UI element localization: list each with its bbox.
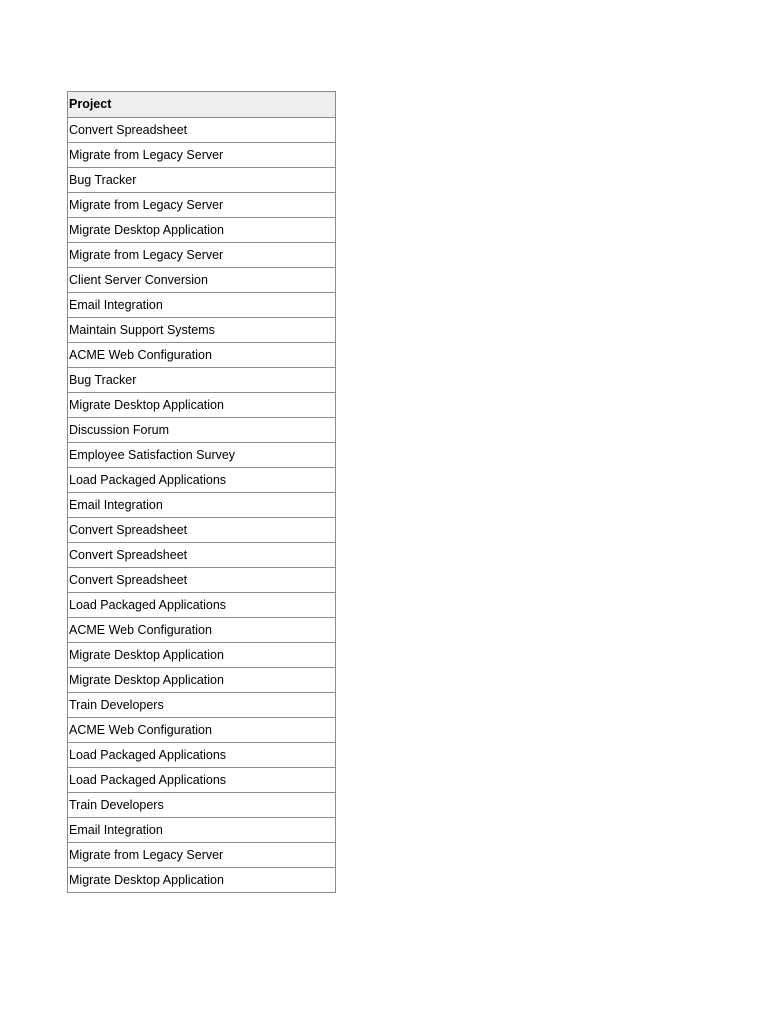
table-row [68, 493, 336, 518]
table-row [68, 693, 336, 718]
header-row [68, 92, 336, 118]
project-cell[interactable]: Load Packaged Applications [68, 743, 336, 768]
project-cell[interactable]: Discussion Forum [68, 418, 336, 443]
project-cell[interactable]: Migrate Desktop Application [68, 643, 336, 668]
project-cell[interactable]: Employee Satisfaction Survey [68, 443, 336, 468]
table-row [68, 593, 336, 618]
table-row [68, 268, 336, 293]
project-cell[interactable]: Load Packaged Applications [68, 593, 336, 618]
table-row [68, 768, 336, 793]
table-row [68, 743, 336, 768]
project-cell[interactable]: Migrate Desktop Application [68, 668, 336, 693]
project-cell[interactable]: ACME Web Configuration [68, 343, 336, 368]
table-row [68, 468, 336, 493]
project-cell[interactable]: Convert Spreadsheet [68, 118, 336, 143]
project-cell[interactable]: Convert Spreadsheet [68, 518, 336, 543]
project-cell[interactable]: Email Integration [68, 293, 336, 318]
table-row [68, 293, 336, 318]
project-cell[interactable]: Bug Tracker [68, 368, 336, 393]
table-row [68, 243, 336, 268]
project-cell[interactable]: Load Packaged Applications [68, 468, 336, 493]
table-row [68, 618, 336, 643]
table-row [68, 718, 336, 743]
project-cell[interactable]: Maintain Support Systems [68, 318, 336, 343]
table-row [68, 193, 336, 218]
project-cell[interactable]: Email Integration [68, 818, 336, 843]
project-cell[interactable]: Migrate from Legacy Server [68, 143, 336, 168]
table-row [68, 368, 336, 393]
project-cell[interactable]: Convert Spreadsheet [68, 568, 336, 593]
project-cell[interactable]: Migrate from Legacy Server [68, 243, 336, 268]
table-row [68, 793, 336, 818]
column-header-project: Project [68, 92, 336, 118]
table-row [68, 143, 336, 168]
table-row [68, 168, 336, 193]
table-row [68, 668, 336, 693]
table-body [68, 118, 336, 893]
table-row [68, 418, 336, 443]
project-cell[interactable]: Migrate Desktop Application [68, 393, 336, 418]
project-cell[interactable]: Train Developers [68, 793, 336, 818]
project-cell[interactable]: Migrate Desktop Application [68, 218, 336, 243]
table-row [68, 218, 336, 243]
table-row [68, 393, 336, 418]
project-cell[interactable]: Email Integration [68, 493, 336, 518]
project-cell[interactable]: Client Server Conversion [68, 268, 336, 293]
table-row [68, 518, 336, 543]
project-cell[interactable]: Train Developers [68, 693, 336, 718]
project-cell[interactable]: ACME Web Configuration [68, 618, 336, 643]
project-cell[interactable]: Migrate from Legacy Server [68, 193, 336, 218]
project-cell[interactable]: Migrate Desktop Application [68, 868, 336, 893]
table-row [68, 568, 336, 593]
project-cell[interactable]: Load Packaged Applications [68, 768, 336, 793]
table-row [68, 868, 336, 893]
table-row [68, 818, 336, 843]
table-row [68, 443, 336, 468]
table-row [68, 118, 336, 143]
project-cell[interactable]: Migrate from Legacy Server [68, 843, 336, 868]
table-row [68, 843, 336, 868]
table-row [68, 343, 336, 368]
project-cell[interactable]: Bug Tracker [68, 168, 336, 193]
table-row [68, 543, 336, 568]
table-row [68, 318, 336, 343]
project-cell[interactable]: ACME Web Configuration [68, 718, 336, 743]
table-row [68, 643, 336, 668]
project-table [67, 91, 336, 893]
project-cell[interactable]: Convert Spreadsheet [68, 543, 336, 568]
